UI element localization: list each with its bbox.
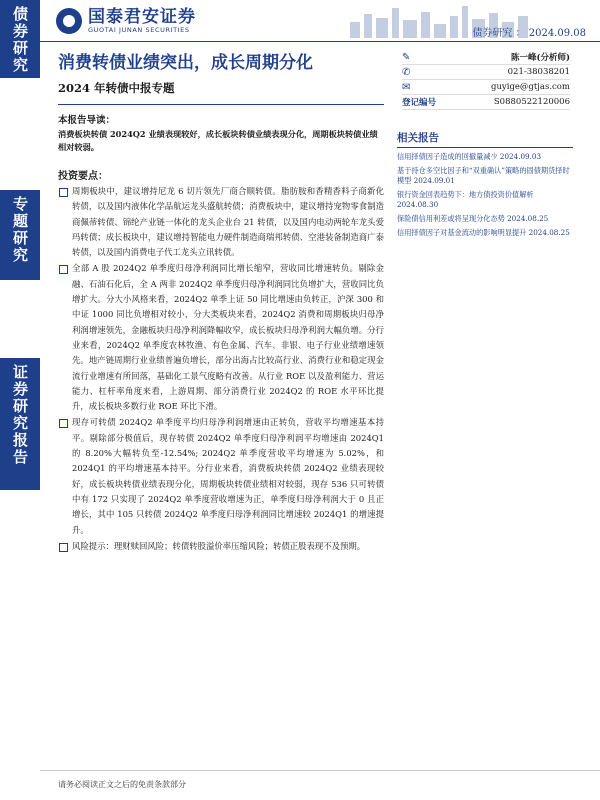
- list-item: 风险提示：理财赎回风险；转债转股溢价率压缩风险；转债正股表现不及预期。: [58, 539, 384, 554]
- report-type: 债券研究: [472, 28, 513, 39]
- sidebar-tag-text: 证券研究报告: [11, 364, 29, 466]
- guide-text: 消费板块转债 2024Q2 业绩表现较好，成长板块转债业绩表现分化，周期板块转债业绩相对较弱。: [58, 129, 378, 152]
- analyst-card: [402, 50, 570, 110]
- sidebar-tag-text: 专题研究: [11, 196, 29, 264]
- related-reports: [397, 130, 573, 242]
- logo-english-name: GUOTAI JUNAN SECURITIES: [88, 26, 190, 34]
- logo-mark-icon: [56, 8, 82, 34]
- phone-icon: ✆: [402, 66, 411, 78]
- related-divider: [397, 147, 573, 148]
- cert-label: 登记编号: [402, 98, 437, 108]
- investment-points-list: [58, 184, 384, 555]
- header-divider: [40, 41, 600, 42]
- related-reports-title: 相关报告: [397, 132, 439, 144]
- logo-chinese-name: 国泰君安证券: [88, 7, 196, 27]
- analyst-phone: 021-38038201: [507, 67, 570, 77]
- points-heading: 投资要点：: [58, 171, 108, 182]
- sidebar-tag-text: 债券研究: [11, 6, 29, 74]
- related-report-link[interactable]: 保险债信用利差或将呈现分化态势 2024.08.25: [397, 214, 549, 223]
- related-report-link[interactable]: 银行资金回表趋势下：地方债投资价值解析 2024.08.30: [397, 190, 534, 209]
- sidebar-tag-special-research: [0, 190, 40, 280]
- report-title: 消费转债业绩突出，成长周期分化: [58, 53, 313, 73]
- report-date: 2024.09.08: [528, 28, 586, 39]
- related-report-link[interactable]: 信用择债因子造成的回撤量减少 2024.09.03: [397, 152, 542, 161]
- list-item: 全部 A 股 2024Q2 单季度归母净利润同比增长缩窄，营收同比增速转负。剔除金融、石油石化后，全 A 两非 2024Q2 单季度归母净利润同比负增扩大，营收同比负增扩大。分大小风格来看，2024Q2 单季上证 50 同比增速由负转正，沪深 300 和中证 1000 同比负增相对较小，分大类板块来看，2024Q2 消费和周期板块归母净利润增速领先，金融板块归母净利润降幅收窄，成长板块归母净利润大幅负增。分行业来看，2024Q2 单季度农林牧渔、有色金属、汽车、非银、电子行业业绩增速领先。地产链周期行业业绩普遍负增长，部分出海占比较高行业、消费行业和稳定现金流行业增速有所回落，基础化工景气度略有改善。从行业 ROE 以及盈利能力、营运能力、杠杆率角度来看，上游周期、部分消费行业 2024Q2 的 ROE 水平环比提升，成长板块多数行业 ROE 环比下滑。: [58, 261, 384, 414]
- sidebar-tag-securities-report: [0, 358, 40, 490]
- related-report-link[interactable]: 基于持仓多空比因子和“双重确认”策略的固债期货择时模型 2024.09.01: [397, 166, 570, 185]
- analyst-email[interactable]: guyige@gtjas.com: [491, 82, 570, 92]
- left-sidebar: [0, 0, 40, 800]
- disclaimer-note: 请务必阅读正文之后的免责条款部分: [58, 780, 186, 789]
- footer-divider: [40, 770, 600, 771]
- guide-heading: 本报告导读：: [58, 115, 116, 126]
- sidebar-tag-bond-research: [0, 0, 40, 78]
- list-item: 现存可转债 2024Q2 单季度平均归母净利润增速由正转负，营收平均增速基本持平。剔除部分极值后，现存转债 2024Q2 单季度归母净利润平均增速由 2024Q1 的 8.20%大幅转负至-12.54%; 2024Q2 单季度营收平均增速为 5.02%，和 2024Q1 的平均增速基本持平。分行业来看，消费板块转债 2024Q2 业绩表现较好，成长板块转债业绩表现分化，周期板块转债业绩相对较弱，现存 536 只可转债中有 172 只实现了 2024Q2 单季度营收增速为正，单季度归母净利润大于 0 且正增长，其中 105 只转债 2024Q2 单季度归母净利润同比增速较 2024Q1 的增速提升。: [58, 415, 384, 537]
- title-divider: [58, 104, 384, 105]
- report-subtitle: 2024 年转债中报专题: [58, 81, 175, 95]
- pen-icon: ✎: [402, 51, 411, 63]
- report-type-date: 债券研究 ： 2024.09.08: [472, 28, 586, 39]
- analyst-name: 陈一峰(分析师): [510, 53, 570, 63]
- company-logo: [56, 8, 196, 34]
- page-header: [40, 0, 600, 40]
- list-item: 周期板块中，建议增持尼龙 6 切片领先厂商合顺转债。脂肪胺和香精香料子商新化转债，以及国内液体化学品航运龙头盛航转债；消费板块中，建议增持宠物零食制造商佩蒂转债、锦纶产业链一体化的龙头企业台 21 转债，以及国内电动两轮车龙头爱玛转债；成长板块中，建议增持智能电力硬件制造商瑞邦转债、空港装备制造商广泰转债，以及国内消费电子代工龙头立讯转债。: [58, 184, 384, 260]
- related-report-link[interactable]: 信用择债因子对基金流动的影响明显提升 2024.08.25: [397, 228, 570, 237]
- email-icon: ✉: [402, 81, 411, 93]
- cert-number: S0880522120006: [493, 97, 570, 107]
